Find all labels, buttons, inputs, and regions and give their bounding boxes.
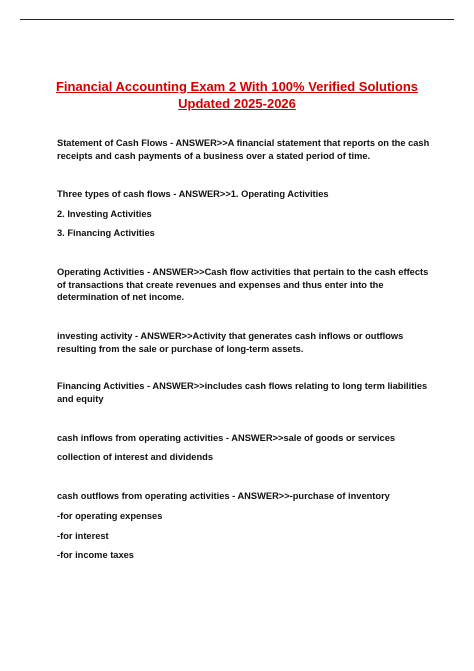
qa-cash-inflows-operating: cash inflows from operating activities - ANSWER>>sale of goods or services xyxy=(57,433,396,443)
qa-investing-activity: investing activity - ANSWER>>Activity that generates cash inflows or outflows resulting from the sale or purchase of long-term assets. xyxy=(57,331,404,354)
title-line-1: Financial Accounting Exam 2 With 100% Verified Solutions xyxy=(55,79,419,94)
qa-financing-activities: Financing Activities - ANSWER>>includes cash flows relating to long term liabilities and equity xyxy=(57,381,428,404)
top-divider xyxy=(20,19,454,20)
qa-three-types-of-cash-flows: Three types of cash flows - ANSWER>>1. Operating Activities xyxy=(57,189,329,199)
list-item-financing: 3. Financing Activities xyxy=(57,228,155,238)
qa-operating-activities: Operating Activities - ANSWER>>Cash flow activities that pertain to the cash effects of transactions that create revenues and expenses and thus enter into the determination of net income. xyxy=(57,267,429,302)
list-item-interest-dividends: collection of interest and dividends xyxy=(57,452,214,462)
list-item-operating-expenses: -for operating expenses xyxy=(57,511,163,521)
qa-cash-outflows-operating: cash outflows from operating activities - ANSWER>>-purchase of inventory xyxy=(57,491,390,501)
title-line-2: Updated 2025-2026 xyxy=(178,96,296,111)
list-item-income-taxes: -for income taxes xyxy=(57,550,134,560)
list-item-investing: 2. Investing Activities xyxy=(57,209,152,219)
qa-statement-of-cash-flows: Statement of Cash Flows - ANSWER>>A financial statement that reports on the cash receipts and cash payments of a business over a stated period of time. xyxy=(57,138,430,161)
document-title xyxy=(30,78,444,112)
list-item-interest: -for interest xyxy=(57,531,109,541)
